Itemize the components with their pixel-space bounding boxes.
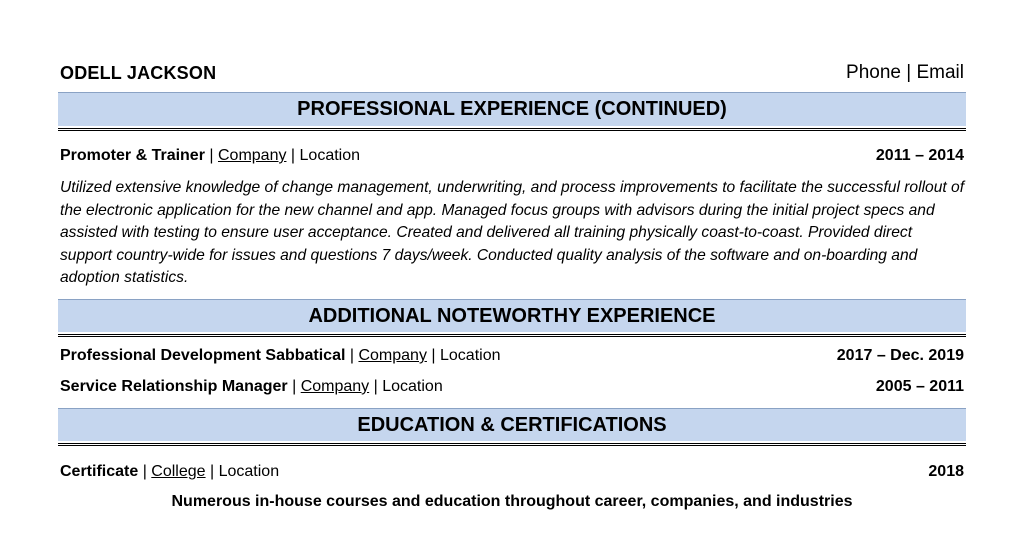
additional-heading xyxy=(60,347,501,365)
section-additional-experience: ADDITIONAL NOTEWORTHY EXPERIENCE xyxy=(58,299,966,332)
job-location: Location xyxy=(299,147,361,164)
job-dates: 2011 – 2014 xyxy=(875,147,964,164)
additional-row xyxy=(60,345,964,367)
candidate-name: ODELL JACKSON xyxy=(60,62,217,83)
separator: | xyxy=(345,347,359,364)
education-dates: 2018 xyxy=(928,463,964,480)
education-location: Location xyxy=(218,463,280,480)
section-education: EDUCATION & CERTIFICATIONS xyxy=(58,408,966,441)
education-school: College xyxy=(151,463,206,480)
job-heading xyxy=(60,147,360,165)
additional-location: Location xyxy=(440,347,501,364)
separator: | xyxy=(369,378,383,395)
contact-info: Phone | Email xyxy=(846,62,964,83)
separator: | xyxy=(426,347,440,364)
job-title: Promoter & Trainer xyxy=(60,147,205,164)
education-heading xyxy=(60,463,279,481)
separator: | xyxy=(138,463,152,480)
separator: | xyxy=(286,147,300,164)
additional-location: Location xyxy=(382,378,443,395)
additional-company: Company xyxy=(300,378,370,395)
job-company: Company xyxy=(217,147,287,164)
additional-title: Professional Development Sabbatical xyxy=(60,347,346,364)
resume-header xyxy=(60,60,964,86)
education-note: Numerous in-house courses and education throughout career, companies, and industries xyxy=(171,493,853,510)
education-row xyxy=(60,461,964,483)
separator: | xyxy=(287,378,301,395)
job-description: Utilized extensive knowledge of change management, underwriting, and process improvements to facilitate the successful rollout of the electronic application for the new channel and app. Managed focus groups with advisors during the initial project specs and assisted with testing to ensure user acceptance. Created and delivered all training physically coast-to-coast. Provided direct support country-wide for issues and questions 7 days/week. Conducted quality analysis of the software and on-boarding and adoption statistics. xyxy=(60,179,965,287)
additional-title: Service Relationship Manager xyxy=(60,378,288,395)
job-row xyxy=(60,145,964,167)
section-professional-experience: PROFESSIONAL EXPERIENCE (CONTINUED) xyxy=(58,92,966,126)
additional-row xyxy=(60,376,964,398)
additional-company: Company xyxy=(358,347,427,364)
separator: | xyxy=(205,463,219,480)
education-title: Certificate xyxy=(60,463,139,480)
separator: | xyxy=(204,147,218,164)
additional-dates: 2005 – 2011 xyxy=(875,378,964,395)
additional-dates: 2017 – Dec. 2019 xyxy=(836,347,964,364)
additional-heading xyxy=(60,378,443,396)
